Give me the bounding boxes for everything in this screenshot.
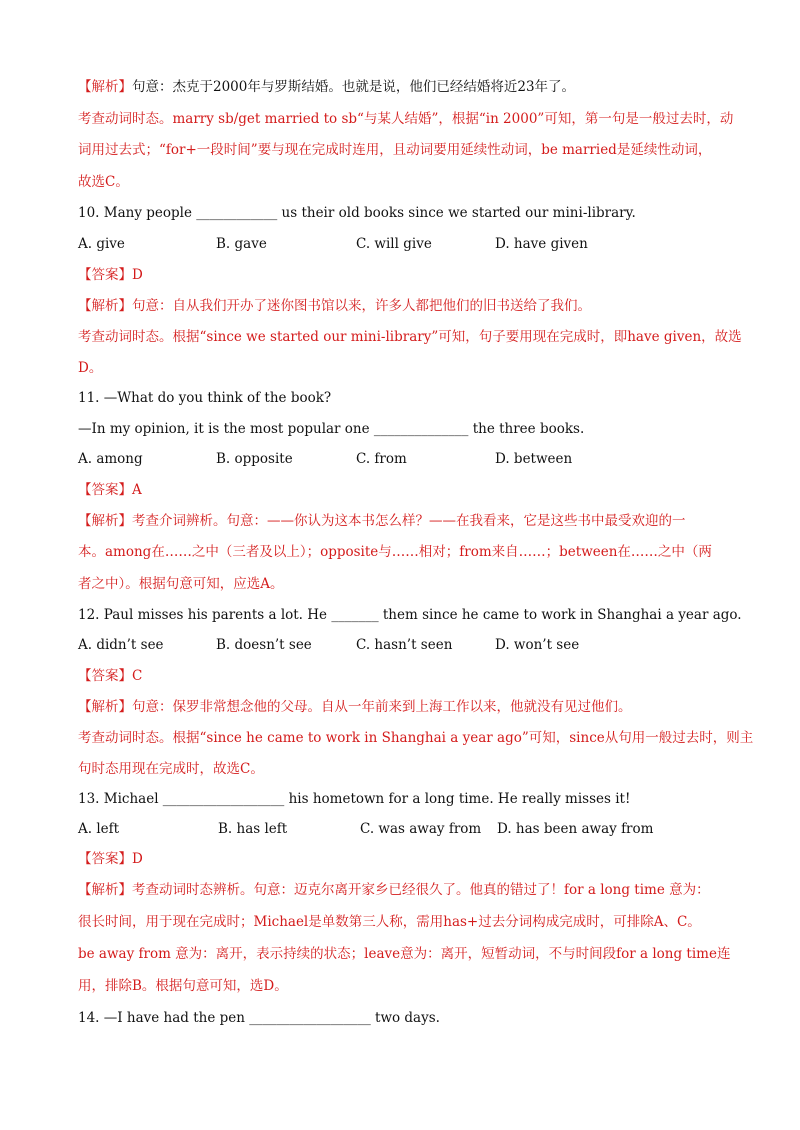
q11-answer-line — [78, 481, 142, 499]
analysis-text: 考查介词辨析。句意：——你认为这本书怎么样？——在我看来，它是这些书中最受欢迎的一 — [132, 513, 686, 529]
q11-stem-2: —In my opinion, it is the most popular one ______________ the three books. — [78, 421, 585, 437]
q10-explain-line-1: 考查动词时态。根据“since we started our mini-library”可知，句子要用现在完成时，即have given，故选 — [78, 329, 742, 345]
answer-value: D — [132, 851, 143, 867]
q9-explain-line-1: 考查动词时态。marry sb/get married to sb“与某人结婚”，根据“in 2000”可知，第一句是一般过去时，动 — [78, 111, 734, 127]
q11-option-d: D. between — [495, 451, 573, 467]
q10-analysis-line — [78, 297, 591, 315]
analysis-tag: 【解析】 — [78, 513, 132, 529]
q13-option-c: C. was away from — [360, 821, 482, 837]
analysis-tag: 【解析】 — [78, 699, 132, 715]
q12-option-b: B. doesn’t see — [216, 637, 312, 653]
analysis-tag: 【解析】 — [78, 79, 132, 95]
q10-option-a: A. give — [78, 236, 125, 252]
answer-tag: 【答案】 — [78, 267, 132, 283]
q10-answer-line — [78, 266, 143, 284]
q11-analysis-line-1 — [78, 512, 686, 530]
q12-explain-line-1: 考查动词时态。根据“since he came to work in Shanghai a year ago”可知，since从句用一般过去时，则主 — [78, 730, 754, 746]
analysis-tag: 【解析】 — [78, 882, 132, 898]
q12-option-c: C. hasn’t seen — [356, 637, 453, 653]
q9-explain-line-2: 词用过去式；“for+一段时间”要与现在完成时连用，且动词要用延续性动词，be married是延续性动词， — [78, 142, 712, 158]
analysis-text: 考查动词时态辨析。句意：迈克尔离开家乡已经很久了。他真的错过了！for a long time 意为： — [132, 882, 710, 898]
q11-option-b: B. opposite — [216, 451, 293, 467]
answer-value: D — [132, 267, 143, 283]
answer-tag: 【答案】 — [78, 851, 132, 867]
q11-option-c: C. from — [356, 451, 407, 467]
q11-stem-1: 11. —What do you think of the book? — [78, 390, 332, 406]
q10-explain-line-2: D。 — [78, 360, 103, 376]
q12-option-a: A. didn’t see — [78, 637, 164, 653]
q9-analysis-line — [78, 78, 575, 96]
q13-option-d: D. has been away from — [497, 821, 654, 837]
q13-analysis-line-2: 很长时间，用于现在完成时；Michael是单数第三人称，需用has+过去分词构成完成时，可排除A、C。 — [78, 914, 701, 930]
q11-analysis-line-3: 者之中）。根据句意可知，应选A。 — [78, 576, 284, 592]
answer-tag: 【答案】 — [78, 668, 132, 684]
q11-option-a: A. among — [78, 451, 143, 467]
q10-option-b: B. gave — [216, 236, 267, 252]
q12-analysis-line — [78, 698, 632, 716]
q10-option-c: C. will give — [356, 236, 432, 252]
q10-stem: 10. Many people ____________ us their old books since we started our mini-library. — [78, 205, 636, 221]
analysis-text: 句意：杰克于2000年与罗斯结婚。也就是说，他们已经结婚将近23年了。 — [132, 79, 576, 95]
q12-stem: 12. Paul misses his parents a lot. He _______ them since he came to work in Shanghai a year ago. — [78, 607, 742, 623]
q13-option-b: B. has left — [218, 821, 288, 837]
answer-tag: 【答案】 — [78, 482, 132, 498]
answer-value: C — [132, 668, 143, 684]
q12-explain-line-2: 句时态用现在完成时，故选C。 — [78, 761, 264, 777]
q13-answer-line — [78, 850, 143, 868]
q9-explain-line-3: 故选C。 — [78, 174, 129, 190]
q13-analysis-line-1 — [78, 881, 710, 899]
q10-option-d: D. have given — [495, 236, 588, 252]
q12-answer-line — [78, 667, 142, 685]
q13-stem: 13. Michael __________________ his hometown for a long time. He really misses it! — [78, 791, 631, 807]
analysis-tag: 【解析】 — [78, 298, 132, 314]
q13-option-a: A. left — [78, 821, 120, 837]
q13-analysis-line-4: 用，排除B。根据句意可知，选D。 — [78, 978, 288, 994]
q12-option-d: D. won’t see — [495, 637, 580, 653]
q13-analysis-line-3: be away from 意为：离开，表示持续的状态；leave意为：离开，短暂动词，不与时间段for a long time连 — [78, 946, 731, 962]
analysis-text: 句意：自从我们开办了迷你图书馆以来，许多人都把他们的旧书送给了我们。 — [132, 298, 591, 314]
q11-analysis-line-2: 本。among在……之中（三者及以上）；opposite与……相对；from来自……；between在……之中（两 — [78, 544, 712, 560]
analysis-text: 句意：保罗非常想念他的父母。自从一年前来到上海工作以来，他就没有见过他们。 — [132, 699, 632, 715]
answer-value: A — [132, 482, 142, 498]
q14-stem: 14. —I have had the pen __________________ two days. — [78, 1010, 440, 1026]
